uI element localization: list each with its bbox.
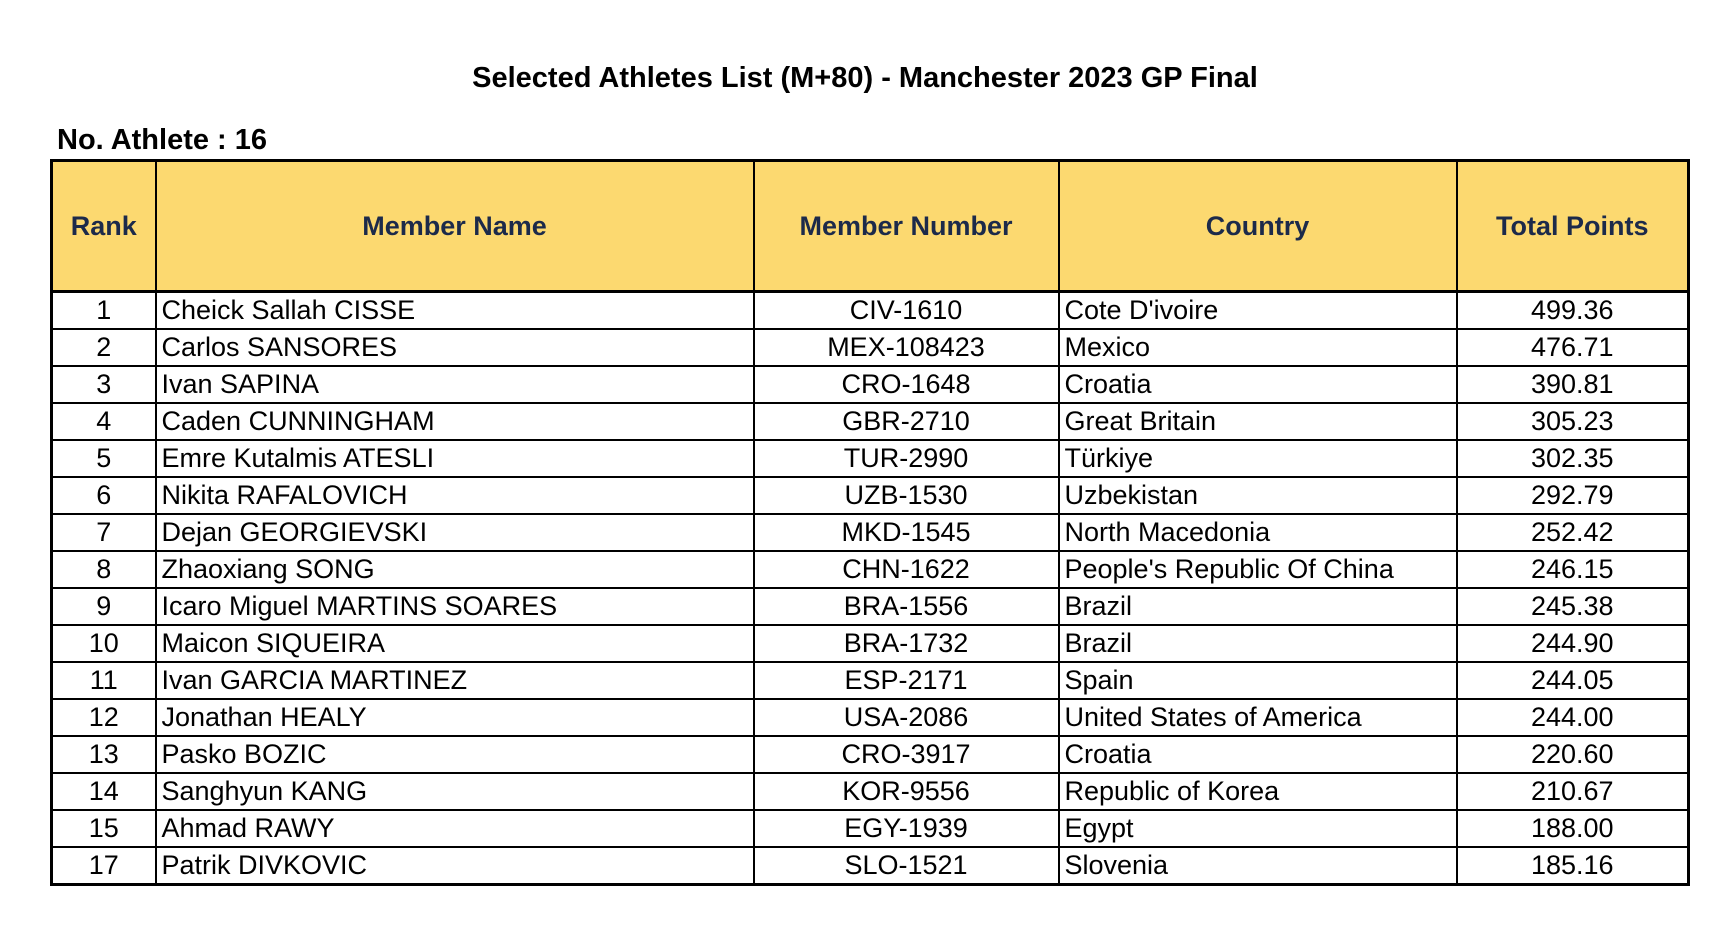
cell-rank: 17 [52, 847, 156, 885]
header-member-number: Member Number [754, 161, 1059, 292]
table-header [52, 161, 1689, 292]
cell-member-name: Patrik DIVKOVIC [156, 847, 754, 885]
cell-member-name: Zhaoxiang SONG [156, 551, 754, 588]
cell-rank: 2 [52, 329, 156, 366]
cell-country: Brazil [1059, 625, 1457, 662]
cell-member-number: MEX-108423 [754, 329, 1059, 366]
cell-rank: 12 [52, 699, 156, 736]
cell-rank: 6 [52, 477, 156, 514]
table-row [52, 403, 1689, 440]
cell-member-number: CHN-1622 [754, 551, 1059, 588]
header-total-points: Total Points [1457, 161, 1689, 292]
cell-country: Brazil [1059, 588, 1457, 625]
cell-rank: 5 [52, 440, 156, 477]
table-row [52, 477, 1689, 514]
table-row [52, 588, 1689, 625]
table-row [52, 292, 1689, 330]
cell-total-points: 246.15 [1457, 551, 1689, 588]
cell-rank: 11 [52, 662, 156, 699]
cell-member-name: Icaro Miguel MARTINS SOARES [156, 588, 754, 625]
cell-country: North Macedonia [1059, 514, 1457, 551]
cell-member-number: UZB-1530 [754, 477, 1059, 514]
cell-total-points: 245.38 [1457, 588, 1689, 625]
cell-total-points: 185.16 [1457, 847, 1689, 885]
cell-member-name: Jonathan HEALY [156, 699, 754, 736]
cell-rank: 15 [52, 810, 156, 847]
cell-member-number: BRA-1556 [754, 588, 1059, 625]
athlete-count-value: 16 [234, 124, 268, 156]
cell-total-points: 188.00 [1457, 810, 1689, 847]
cell-member-number: KOR-9556 [754, 773, 1059, 810]
table-row [52, 366, 1689, 403]
cell-country: People's Republic Of China [1059, 551, 1457, 588]
cell-country: Republic of Korea [1059, 773, 1457, 810]
page-title: Selected Athletes List (M+80) - Manchester 2023 GP Final [472, 62, 1258, 94]
table-row [52, 699, 1689, 736]
cell-country: Croatia [1059, 366, 1457, 403]
cell-rank: 1 [52, 292, 156, 330]
cell-member-number: SLO-1521 [754, 847, 1059, 885]
table-row [52, 440, 1689, 477]
cell-total-points: 244.90 [1457, 625, 1689, 662]
cell-member-name: Dejan GEORGIEVSKI [156, 514, 754, 551]
cell-total-points: 210.67 [1457, 773, 1689, 810]
cell-total-points: 390.81 [1457, 366, 1689, 403]
table-body [52, 292, 1689, 885]
cell-country: Croatia [1059, 736, 1457, 773]
cell-total-points: 476.71 [1457, 329, 1689, 366]
cell-country: Uzbekistan [1059, 477, 1457, 514]
table-row [52, 662, 1689, 699]
cell-member-number: TUR-2990 [754, 440, 1059, 477]
cell-member-number: GBR-2710 [754, 403, 1059, 440]
cell-member-name: Carlos SANSORES [156, 329, 754, 366]
header-row [52, 161, 1689, 292]
cell-member-name: Caden CUNNINGHAM [156, 403, 754, 440]
cell-country: Cote D'ivoire [1059, 292, 1457, 330]
cell-member-name: Cheick Sallah CISSE [156, 292, 754, 330]
cell-total-points: 220.60 [1457, 736, 1689, 773]
header-country: Country [1059, 161, 1457, 292]
cell-member-number: CRO-1648 [754, 366, 1059, 403]
cell-total-points: 244.05 [1457, 662, 1689, 699]
cell-country: Türkiye [1059, 440, 1457, 477]
cell-member-name: Ivan SAPINA [156, 366, 754, 403]
athlete-count-label: No. Athlete : [57, 124, 235, 156]
cell-country: Great Britain [1059, 403, 1457, 440]
table-row [52, 810, 1689, 847]
cell-total-points: 252.42 [1457, 514, 1689, 551]
cell-country: Egypt [1059, 810, 1457, 847]
cell-member-number: EGY-1939 [754, 810, 1059, 847]
cell-rank: 7 [52, 514, 156, 551]
cell-total-points: 244.00 [1457, 699, 1689, 736]
cell-rank: 10 [52, 625, 156, 662]
cell-country: Spain [1059, 662, 1457, 699]
cell-member-number: BRA-1732 [754, 625, 1059, 662]
athlete-count [57, 124, 267, 157]
cell-member-name: Nikita RAFALOVICH [156, 477, 754, 514]
cell-member-name: Emre Kutalmis ATESLI [156, 440, 754, 477]
table-row [52, 736, 1689, 773]
cell-total-points: 305.23 [1457, 403, 1689, 440]
cell-member-number: USA-2086 [754, 699, 1059, 736]
table-row [52, 514, 1689, 551]
cell-country: Mexico [1059, 329, 1457, 366]
table-row [52, 551, 1689, 588]
cell-member-name: Sanghyun KANG [156, 773, 754, 810]
athletes-table [50, 159, 1690, 886]
table-row [52, 329, 1689, 366]
table-row [52, 625, 1689, 662]
cell-member-number: MKD-1545 [754, 514, 1059, 551]
header-member-name: Member Name [156, 161, 754, 292]
cell-rank: 9 [52, 588, 156, 625]
cell-country: Slovenia [1059, 847, 1457, 885]
cell-rank: 4 [52, 403, 156, 440]
cell-rank: 14 [52, 773, 156, 810]
table-row [52, 773, 1689, 810]
cell-member-number: ESP-2171 [754, 662, 1059, 699]
cell-rank: 13 [52, 736, 156, 773]
cell-country: United States of America [1059, 699, 1457, 736]
cell-member-name: Ivan GARCIA MARTINEZ [156, 662, 754, 699]
cell-total-points: 499.36 [1457, 292, 1689, 330]
cell-rank: 3 [52, 366, 156, 403]
table-row [52, 847, 1689, 885]
cell-member-number: CRO-3917 [754, 736, 1059, 773]
cell-member-name: Ahmad RAWY [156, 810, 754, 847]
cell-member-name: Pasko BOZIC [156, 736, 754, 773]
cell-member-name: Maicon SIQUEIRA [156, 625, 754, 662]
cell-rank: 8 [52, 551, 156, 588]
cell-member-number: CIV-1610 [754, 292, 1059, 330]
cell-total-points: 292.79 [1457, 477, 1689, 514]
header-rank: Rank [52, 161, 156, 292]
cell-total-points: 302.35 [1457, 440, 1689, 477]
